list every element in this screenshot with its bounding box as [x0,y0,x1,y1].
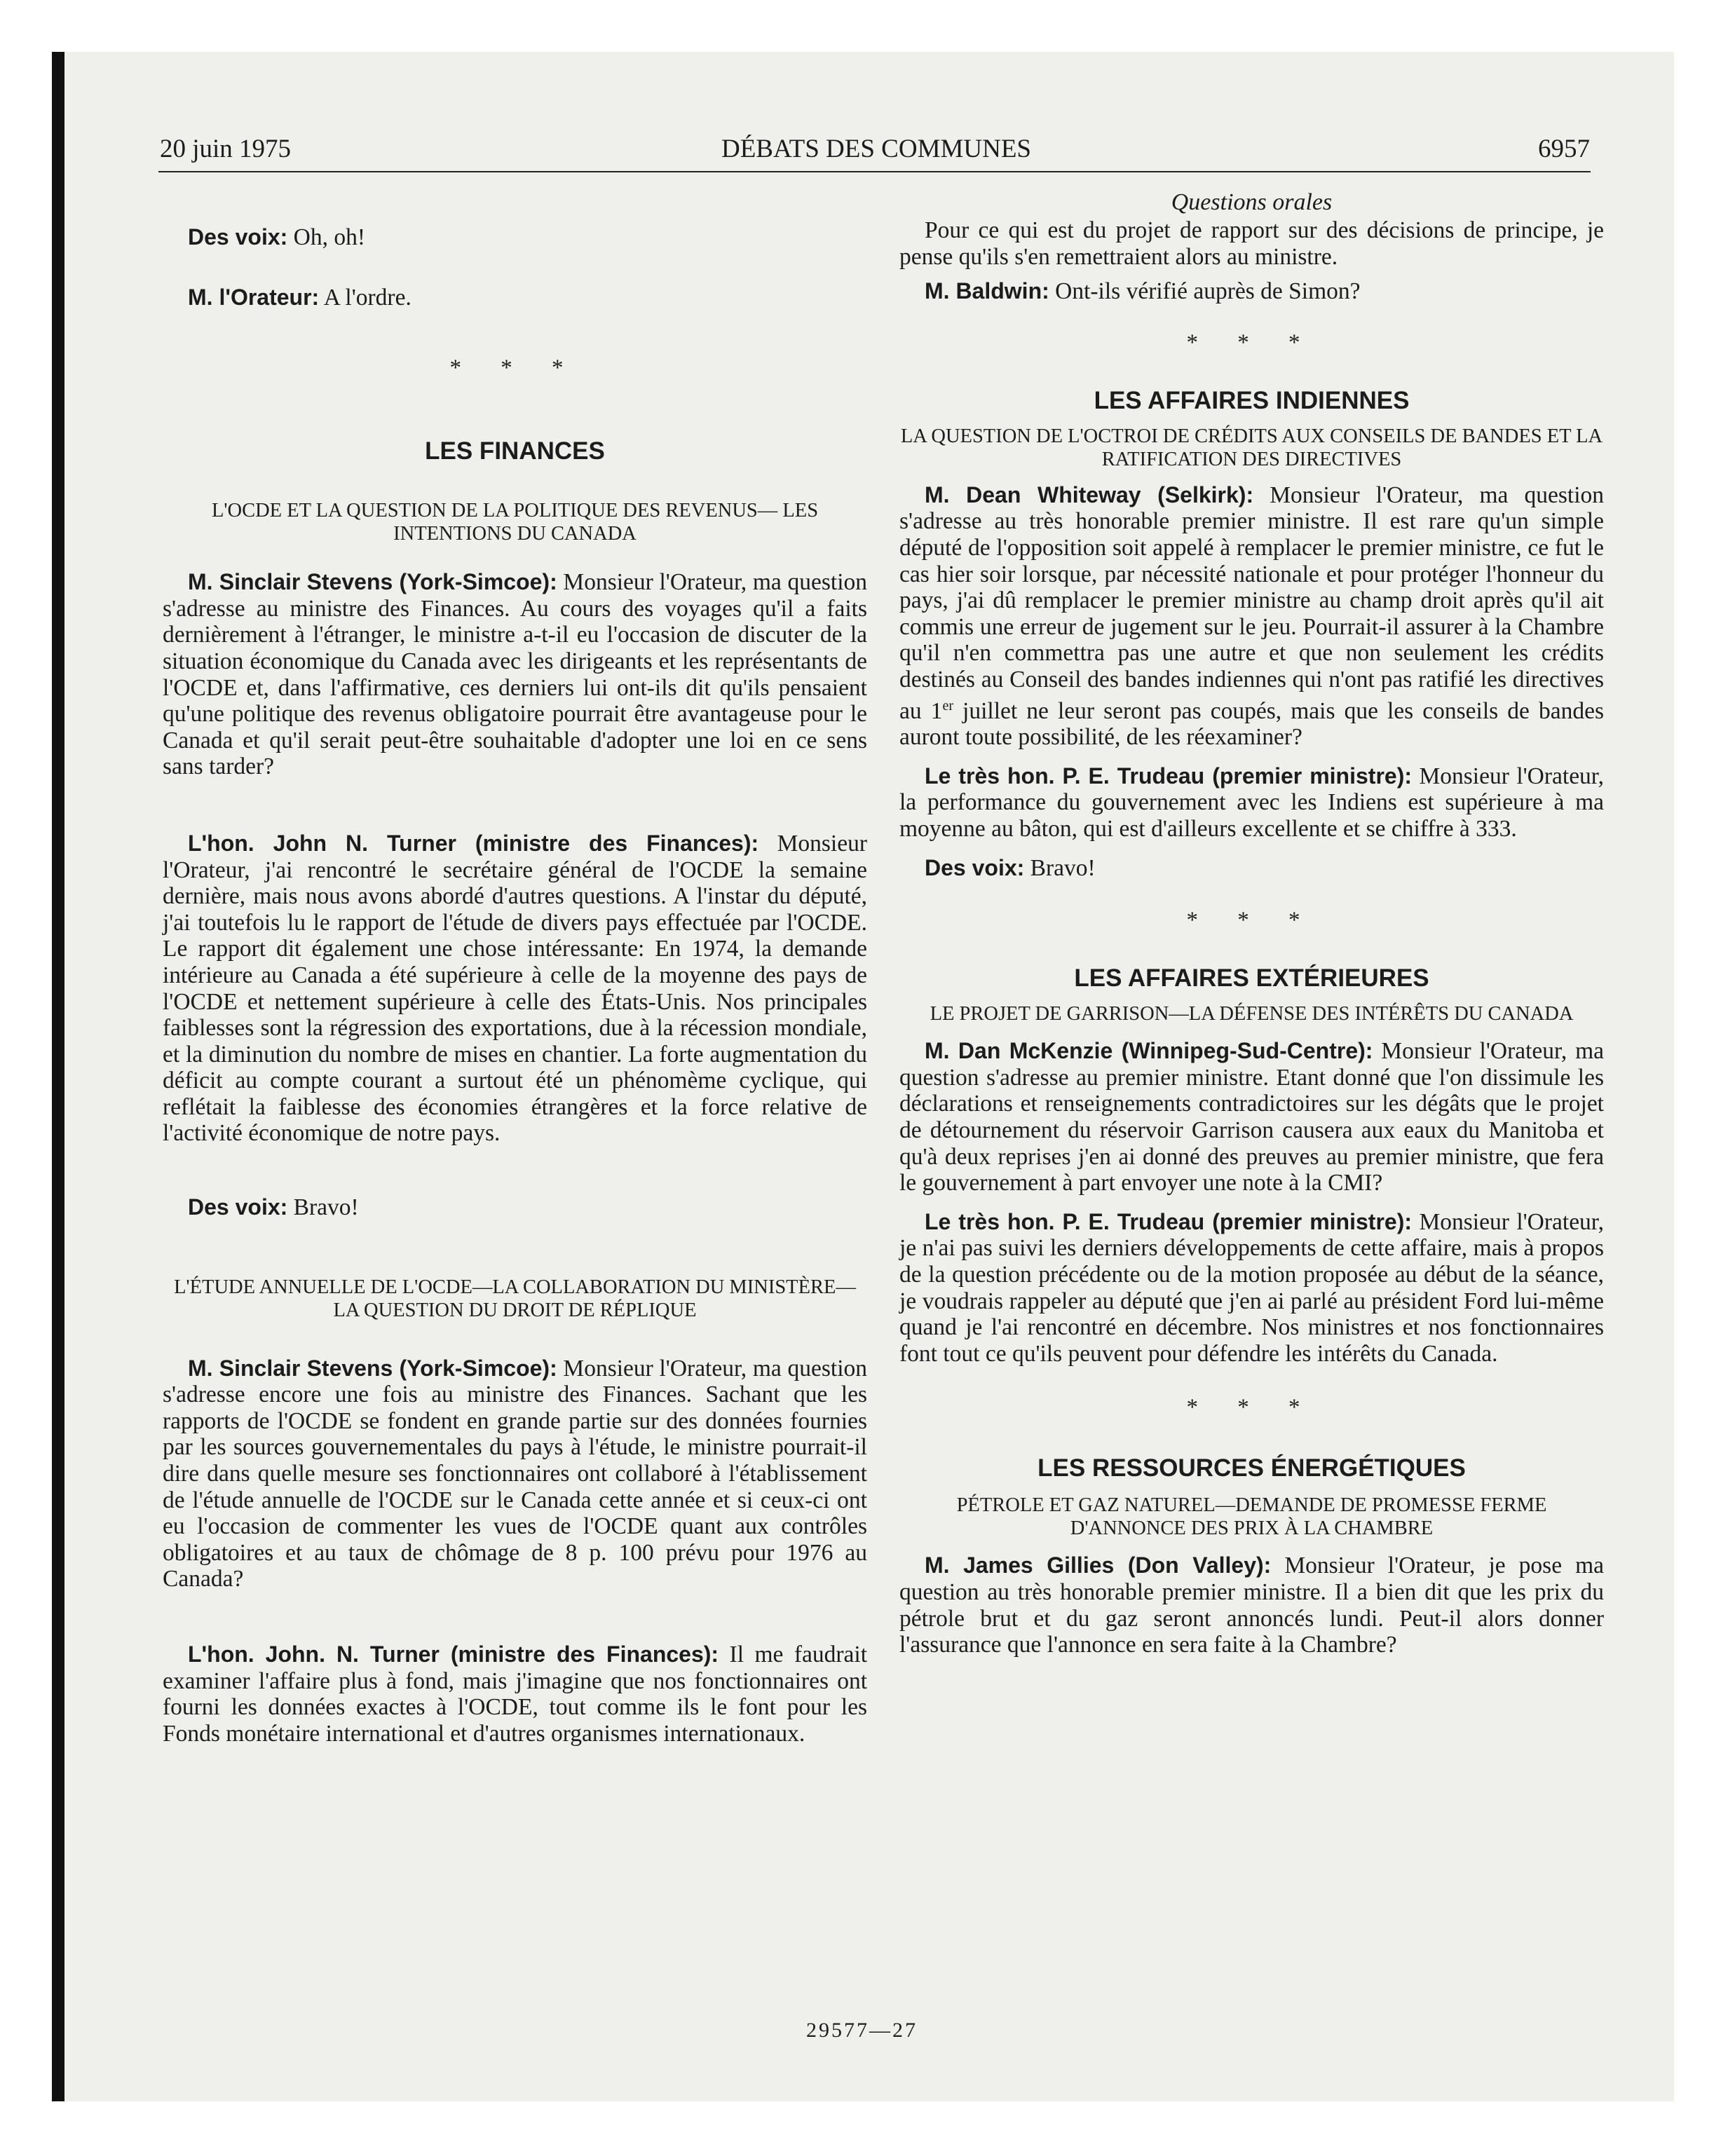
speaker-name: M. Dan McKenzie (Winnipeg-Sud-Centre): [925,1038,1373,1064]
header-title: DÉBATS DES COMMUNES [721,135,1031,163]
section-heading: LES FINANCES [425,437,605,465]
speaker-name: M. James Gillies (Don Valley): [925,1553,1272,1578]
speaker-name: Des voix: [925,854,1025,880]
paragraph: M. l'Orateur: A l'ordre. [188,284,411,311]
paragraph: Des voix: Oh, oh! [188,224,366,250]
speaker-name: M. Baldwin: [925,278,1049,304]
speaker-name: M. l'Orateur: [188,284,320,310]
section-separator: * * * [1186,329,1317,355]
section-heading: LES AFFAIRES INDIENNES [1094,386,1410,414]
paragraph: Des voix: Bravo! [188,1194,359,1221]
paragraph: L'hon. John N. Turner (ministre des Finances): Monsieur l'Orateur, j'ai rencontré le secrétaire général de l'OCDE la semaine dernière, mais nous avons abordé d'autres questions. A l'instar du député, j'ai toutefois lu le rapport de l'étude de divers pays effectuée par l'OCDE. Le rapport dit également une chose intéressante: En 1974, la demande intérieure au Canada a été supérieure à celle de la moyenne des pays de l'OCDE et nettement supérieure à celle des États-Unis. Nos principales faiblesses sont la régression des exportations, due à la récession mondiale, et la diminution du nombre de mises en chantier. La forte augmentation du déficit au compte courant a surtout été un phénomème cyclique, qui reflétait la faiblesse des économies étrangères et la force relative de l'activité économique de notre pays. [163,830,868,1147]
section-heading: LES AFFAIRES EXTÉRIEURES [1074,964,1429,992]
subsection-heading: LE PROJET DE GARRISON—LA DÉFENSE DES INTÉRÊTS DU CANADA [930,1003,1574,1025]
paragraph: M. Dan McKenzie (Winnipeg-Sud-Centre): Monsieur l'Orateur, ma question s'adresse au premier ministre. Etant donné que l'on dissimule les déclarations et renseignements contradictoires sur les dégâts que le projet de détournement du réservoir Garrison causera aux eaux du Manitoba et qu'à deux reprises j'en ai donné des preuves au premier ministre, que fera le gouvernement à part envoyer une note à la CMI? [899,1038,1605,1196]
paragraph: M. Sinclair Stevens (York-Simcoe): Monsieur l'Orateur, ma question s'adresse encore une fois au ministre des Finances. Sachant que les rapports de l'OCDE se fondent en grande partie sur des données fournies par les sources gouvernementales du pays à l'étude, le ministre pourrait-il dire dans quelle mesure ses fonctionnaires ont collaboré à l'établissement de l'étude annuelle de l'OCDE sur le Canada cette année et si ceux-ci ont eu l'occasion de commenter les vues de l'OCDE quant aux contrôles obligatoires et au taux de chômage de 8 p. 100 prévu pour 1976 au Canada? [163,1355,867,1592]
speaker-name: Le très hon. P. E. Trudeau (premier ministre): [925,763,1413,789]
section-heading: LES RESSOURCES ÉNERGÉTIQUES [1037,1454,1466,1482]
section-separator: * * * [449,355,580,381]
left-column [163,189,867,1747]
paragraph: M. James Gillies (Don Valley): Monsieur l'Orateur, je pose ma question au très honorable premier ministre. Il a bien dit que les prix du pétrole brut et du gaz seront annoncés lundi. Peut-il alors donner l'assurance que l'annonce en sera faite à la Chambre? [899,1553,1605,1658]
speaker-name: M. Dean Whiteway (Selkirk): [925,482,1254,507]
paragraph: M. Baldwin: Ont-ils vérifié auprès de Simon? [925,278,1361,305]
section-separator: * * * [1186,1395,1317,1421]
running-head: Questions orales [1171,189,1333,215]
speaker-name: Le très hon. P. E. Trudeau (premier ministre): [925,1208,1413,1234]
header-rule [158,171,1591,172]
paragraph: Le très hon. P. E. Trudeau (premier ministre): Monsieur l'Orateur, je n'ai pas suivi les derniers développements de cette affaire, mais à propos de la question précédente ou de la motion proposée au début de la séance, je voudrais rappeler au député que j'en ai parlé au président Ford lui-même quand je l'ai rencontré en décembre. Nos ministres et nos fonctionnaires font tout ce qu'ils peuvent pour défendre les intérêts du Canada. [899,1208,1605,1367]
paragraph: L'hon. John. N. Turner (ministre des Finances): Il me faudrait examiner l'affaire plus à fond, mais j'imagine que nos fonctionnaires ont fourni les données exactes à l'OCDE, tout comme ils le font pour les Fonds monétaire international et d'autres organismes internationaux. [163,1642,867,1747]
header-date: 20 juin 1975 [160,135,292,163]
speaker-name: M. Sinclair Stevens (York-Simcoe): [188,569,557,595]
subsection-heading: PÉTROLE ET GAZ NATUREL—DEMANDE DE PROMESSE FERME D'ANNONCE DES PRIX À LA CHAMBRE [956,1494,1547,1540]
paragraph: M. Sinclair Stevens (York-Simcoe): Monsieur l'Orateur, ma question s'adresse au ministre des Finances. Au cours des voyages qu'il a faits dernièrement à l'étranger, le ministre a-t-il eu l'occasion de discuter de la situation économique du Canada avec les dirigeants et les représentants de l'OCDE et, dans l'affirmative, ces derniers lui ont-ils dit qu'ils pensaient qu'une politique des revenus obligatoire pourrait être avantageuse pour le Canada et qu'il serait peut-être souhaitable d'adopter une loi en ce sens sans tarder? [163,569,867,780]
speaker-name: Des voix: [188,224,288,250]
paragraph: Des voix: Bravo! [925,854,1096,881]
speaker-name: L'hon. John N. Turner (ministre des Finances): [188,830,759,856]
subsection-heading: LA QUESTION DE L'OCTROI DE CRÉDITS AUX CONSEILS DE BANDES ET LA RATIFICATION DES DIRECTIVES [900,425,1603,470]
subsection-heading: L'OCDE ET LA QUESTION DE LA POLITIQUE DES REVENUS— LES INTENTIONS DU CANADA [211,500,819,545]
speaker-name: L'hon. John. N. Turner (ministre des Finances): [188,1642,719,1667]
paragraph: M. Dean Whiteway (Selkirk): Monsieur l'Orateur, ma question s'adresse au très honorable premier ministre. Il est rare qu'un simple député de l'opposition soit appelé à remplacer le premier ministre, ce fut le cas hier soir lorsque, par nécessité nationale et pour protéger l'honneur du pays, j'ai dû remplacer le premier ministre au champ droit après qu'il ait commis une erreur de jugement sur le jeu. Pourrait-il assurer à la Chambre qu'il n'en commettra pas une autre et que non seulement les crédits destinés au Conseil des bandes indiennes qui n'ont pas ratifié les directives au 1er juillet ne leur seront pas coupés, mais que les conseils de bandes auront toute possibilité, de les réexaminer? [899,482,1605,751]
section-separator: * * * [1186,908,1317,934]
subsection-heading: L'ÉTUDE ANNUELLE DE L'OCDE—LA COLLABORATION DU MINISTÈRE—LA QUESTION DU DROIT DE RÉPLIQUE [174,1276,856,1321]
speaker-name: M. Sinclair Stevens (York-Simcoe): [188,1355,557,1381]
right-column [899,189,1604,1658]
paragraph: Pour ce qui est du projet de rapport sur des décisions de principe, je pense qu'ils s'en remettraient alors au ministre. [899,217,1604,270]
binding-edge [52,52,64,2101]
paragraph: Le très hon. P. E. Trudeau (premier ministre): Monsieur l'Orateur, la performance du gouvernement avec les Indiens est supérieure à ma moyenne au bâton, qui est d'ailleurs excellente et se chiffre à 333. [899,763,1605,842]
footer-code: 29577—27 [806,2019,918,2042]
speaker-name: Des voix: [188,1194,288,1220]
header-page-number: 6957 [1538,135,1590,163]
